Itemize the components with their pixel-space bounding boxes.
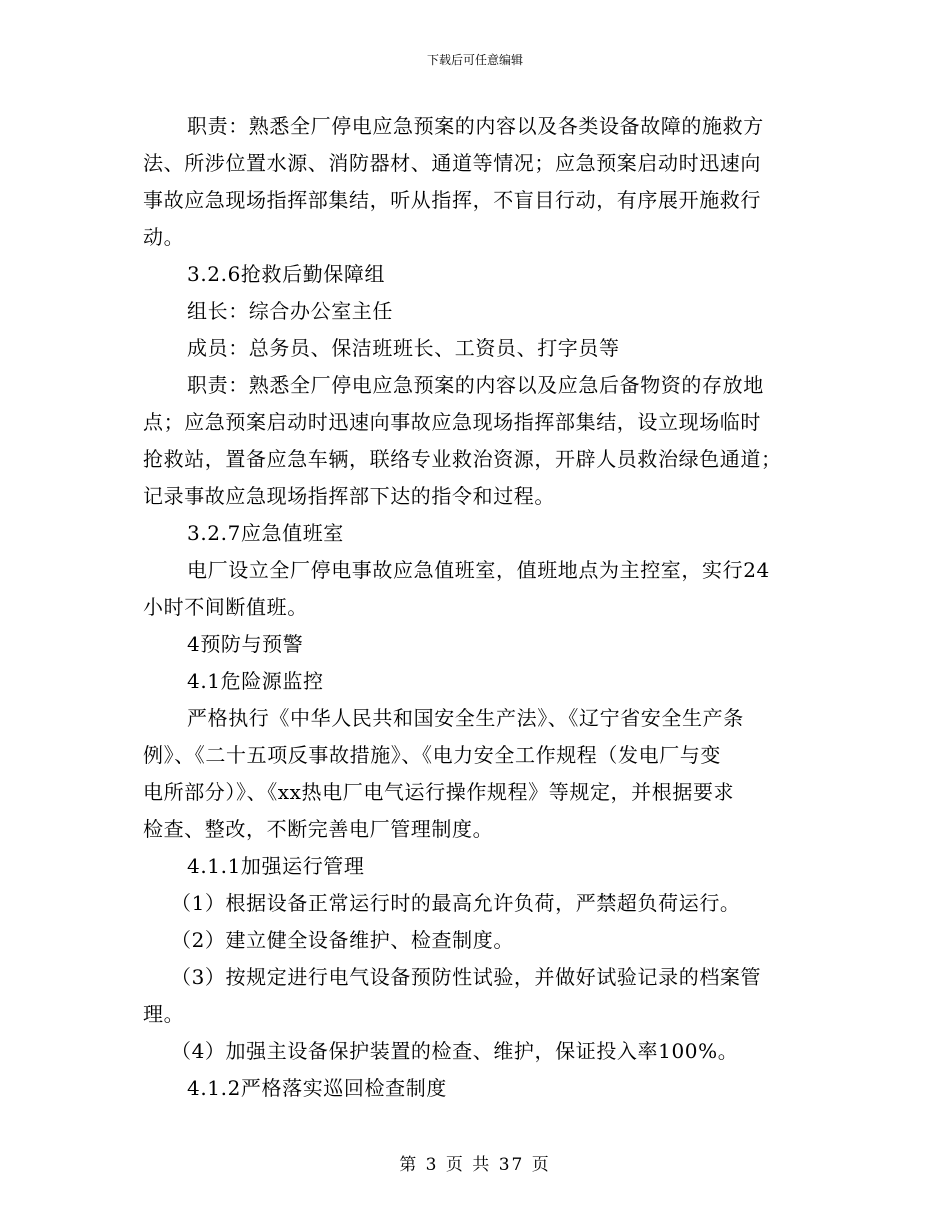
body-line: 电厂设立全厂停电事故应急值班室，值班地点为主控室，实行24	[187, 558, 770, 582]
body-line: 4.1.2严格落实巡回检查制度	[187, 1076, 447, 1100]
body-line: 法、所涉位置水源、消防器材、通道等情况；应急预案启动时迅速向	[143, 151, 761, 175]
body-line: 检查、整改，不断完善电厂管理制度。	[143, 817, 494, 841]
body-line: 职责：熟悉全厂停电应急预案的内容以及各类设备故障的施救方	[187, 114, 764, 138]
body-line: 电所部分）》、《xx热电厂电气运行操作规程》等规定，并根据要求	[143, 780, 735, 804]
body-line: 成员：总务员、保洁班班长、工资员、打字员等	[187, 336, 620, 360]
body-line: 例》、《二十五项反事故措施》、《电力安全工作规程（发电厂与变	[143, 743, 721, 767]
body-line: （1）根据设备正常运行时的最高允许负荷，严禁超负荷运行。	[171, 891, 741, 915]
body-line: 3.2.7应急值班室	[187, 521, 344, 545]
body-line: 4.1.1加强运行管理	[187, 854, 365, 878]
body-line: （3）按规定进行电气设备预防性试验，并做好试验记录的档案管	[171, 965, 762, 989]
body-line: 小时不间断值班。	[143, 595, 308, 619]
body-line: 动。	[143, 225, 185, 249]
body-line: 事故应急现场指挥部集结，听从指挥，不盲目行动，有序展开施救行	[143, 188, 761, 212]
page-header: 下载后可任意编辑	[426, 53, 523, 67]
body-line: （4）加强主设备保护装置的检查、维护，保证投入率100%。	[171, 1039, 739, 1063]
body-line: 严格执行《中华人民共和国安全生产法》、《辽宁省安全生产条	[187, 706, 744, 730]
body-line: 记录事故应急现场指挥部下达的指令和过程。	[143, 484, 555, 508]
body-line: 4.1危险源监控	[187, 669, 324, 693]
body-line: 4预防与预警	[187, 632, 304, 656]
document-body	[143, 108, 811, 1107]
body-line: （2）建立健全设备维护、检查制度。	[171, 928, 514, 952]
body-line: 3.2.6抢救后勤保障组	[187, 262, 386, 286]
page-footer: 第 3 页 共 37 页	[399, 1155, 551, 1175]
body-line: 职责：熟悉全厂停电应急预案的内容以及应急后备物资的存放地	[187, 373, 764, 397]
body-line: 组长：综合办公室主任	[187, 299, 393, 323]
body-line: 抢救站，置备应急车辆，联络专业救治资源，开辟人员救治绿色通道；	[143, 447, 782, 471]
body-line: 理。	[143, 1002, 185, 1026]
body-line: 点；应急预案启动时迅速向事故应急现场指挥部集结，设立现场临时	[143, 410, 761, 434]
